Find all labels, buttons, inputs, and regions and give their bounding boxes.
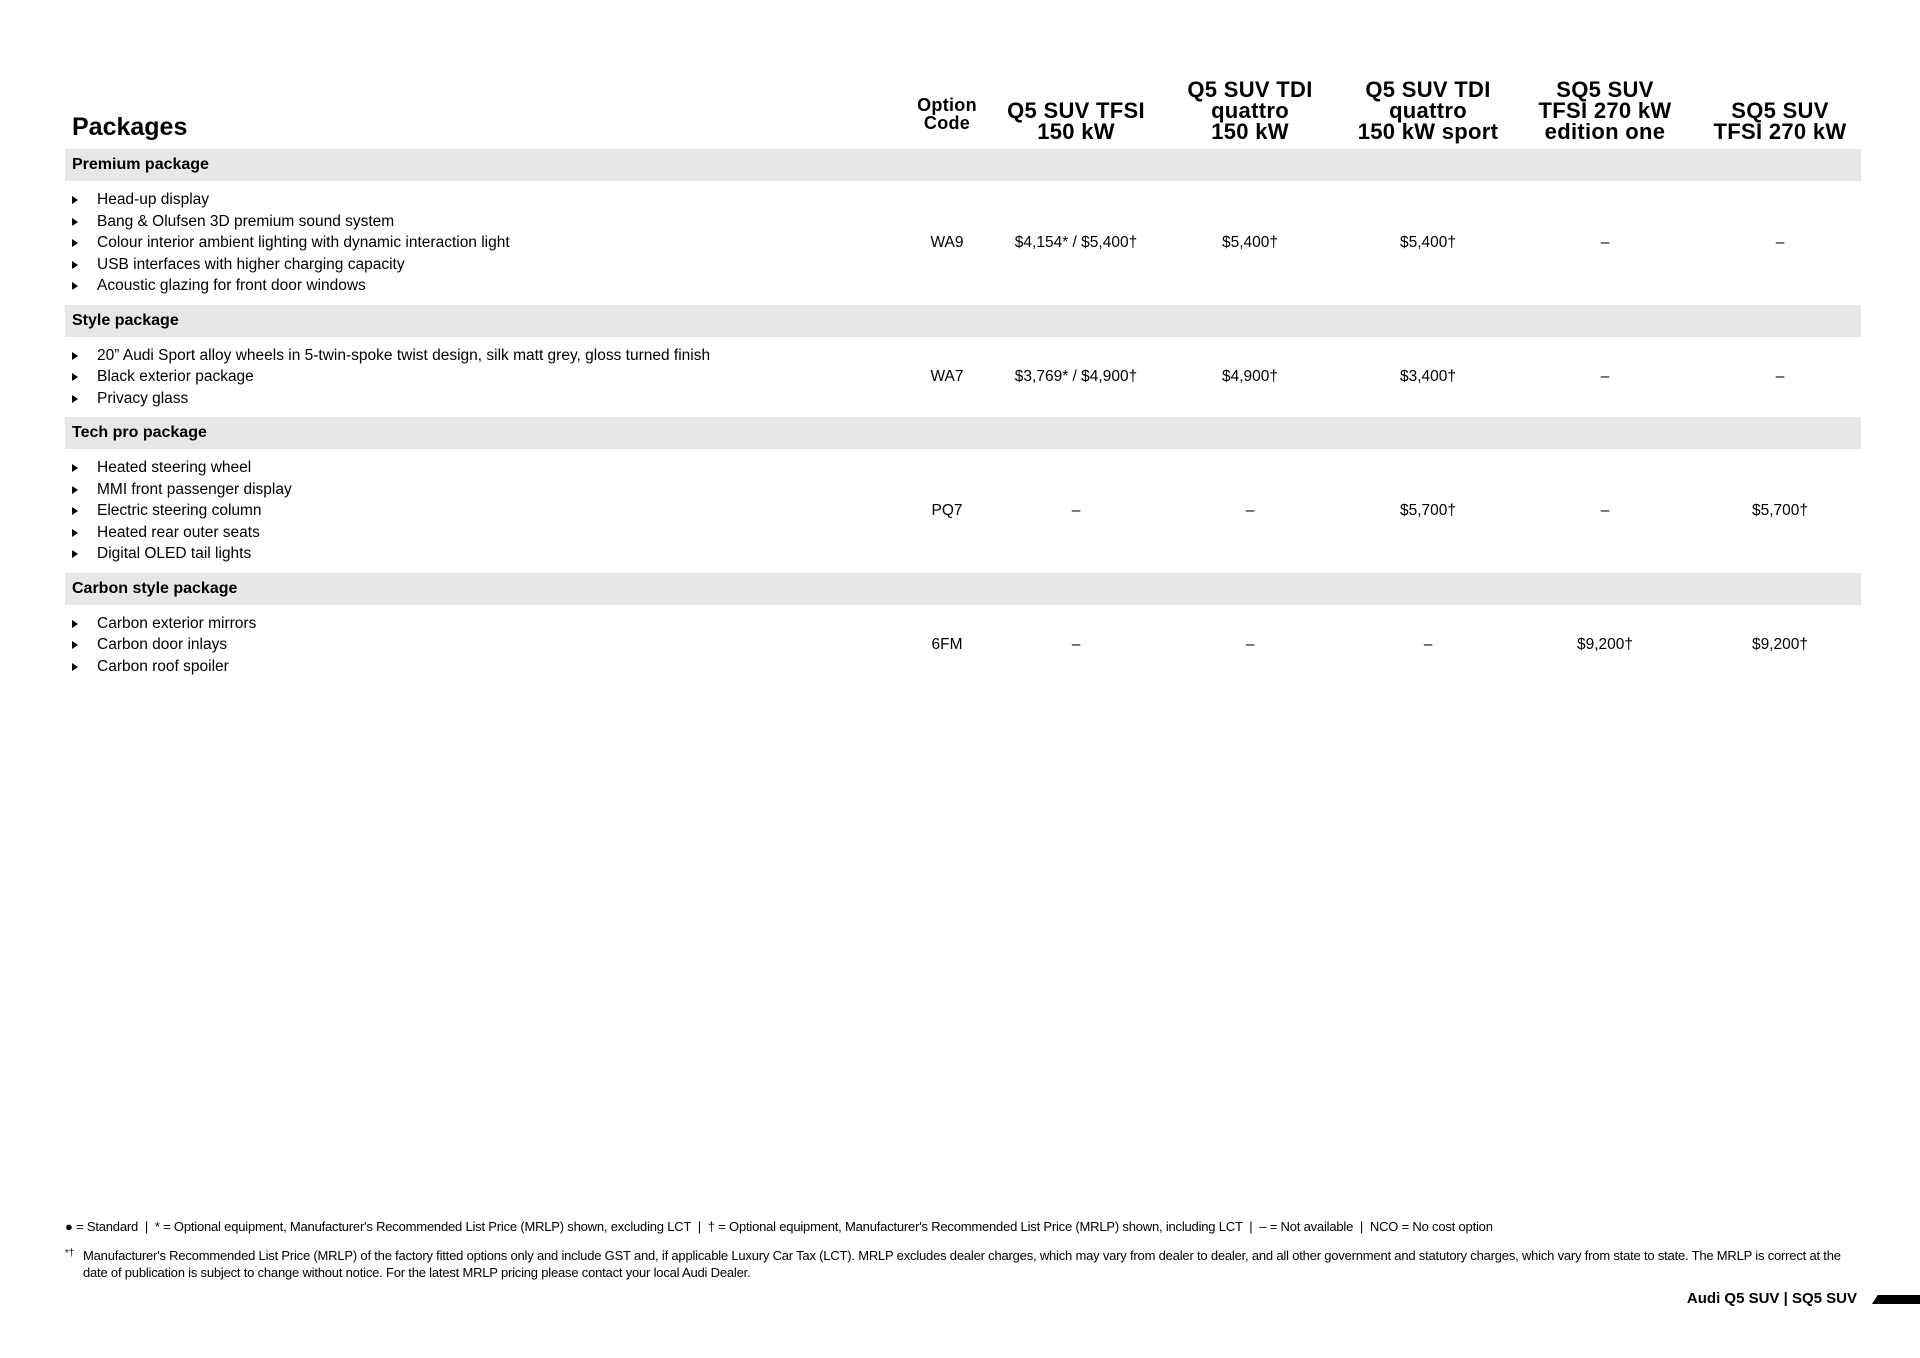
column-header	[1515, 79, 1695, 142]
price-cell: $4,900†	[1221, 367, 1279, 385]
list-item: Head-up display	[65, 189, 1861, 211]
list-item: Carbon roof spoiler	[65, 656, 1861, 678]
option-code: 6FM	[931, 635, 963, 653]
price-cell: –	[1775, 233, 1785, 251]
package-section-header: Tech pro package	[65, 417, 1861, 449]
column-header-line: TFSI 270 kW	[1713, 119, 1847, 144]
package-section-header: Style package	[65, 305, 1861, 337]
column-header-line: quattro	[1389, 98, 1467, 123]
column-header	[1690, 100, 1870, 142]
packages-table	[65, 149, 1861, 685]
footnote-mark: *†	[65, 1248, 75, 1259]
column-header-line: Q5 SUV TDI	[1365, 77, 1491, 102]
price-cell: $5,400†	[1221, 233, 1279, 251]
list-item: Bang & Olufsen 3D premium sound system	[65, 211, 1861, 233]
column-header-line: Code	[923, 113, 971, 133]
table-header	[65, 70, 1861, 146]
column-header-line: 150 kW sport	[1357, 119, 1499, 144]
price-cell: $5,400†	[1399, 233, 1457, 251]
list-item: Heated rear outer seats	[65, 522, 1861, 544]
price-cell: $3,769* / $4,900†	[1014, 367, 1138, 385]
package-section-header: Carbon style package	[65, 573, 1861, 605]
price-cell: –	[1245, 501, 1255, 519]
column-header-line: quattro	[1211, 98, 1289, 123]
column-header-line: 150 kW	[1211, 119, 1289, 144]
list-item: Carbon door inlays	[65, 634, 1861, 656]
column-header-line: SQ5 SUV	[1731, 98, 1829, 123]
footnote	[65, 1247, 1855, 1281]
list-item: Heated steering wheel	[65, 457, 1861, 479]
column-header-line: TFSI 270 kW	[1538, 98, 1672, 123]
package-row	[65, 337, 1861, 418]
price-cell: –	[1423, 635, 1433, 653]
list-item: Acoustic glazing for front door windows	[65, 275, 1861, 297]
brand-footer: Audi Q5 SUV | SQ5 SUV	[1686, 1290, 1857, 1307]
column-header-line: edition one	[1544, 119, 1666, 144]
column-header	[1160, 79, 1340, 142]
list-item: Digital OLED tail lights	[65, 543, 1861, 565]
price-cell: –	[1071, 501, 1081, 519]
column-header-line: Q5 SUV TDI	[1187, 77, 1313, 102]
package-row	[65, 605, 1861, 686]
price-cell: –	[1600, 501, 1610, 519]
option-code: WA9	[930, 233, 964, 251]
legend: ● = Standard | * = Optional equipment, Manufacturer's Recommended List Price (MRLP) shown, excluding LCT | † = Optional equipment, Manufacturer's Recommended List Price (MRLP) shown, including LCT | – = Not available | NCO = No cost option	[65, 1219, 1493, 1234]
price-cell: –	[1600, 367, 1610, 385]
list-item: Carbon exterior mirrors	[65, 613, 1861, 635]
price-cell: $5,700†	[1399, 501, 1457, 519]
page-marker-bar	[1872, 1295, 1920, 1304]
column-header-line: 150 kW	[1037, 119, 1115, 144]
list-item: 20” Audi Sport alloy wheels in 5-twin-spoke twist design, silk matt grey, gloss turned finish	[65, 345, 1861, 367]
price-cell: $9,200†	[1576, 635, 1634, 653]
price-cell: –	[1245, 635, 1255, 653]
package-row	[65, 449, 1861, 573]
list-item: Colour interior ambient lighting with dynamic interaction light	[65, 232, 1861, 254]
list-item: Electric steering column	[65, 500, 1861, 522]
list-item: USB interfaces with higher charging capacity	[65, 254, 1861, 276]
package-section-header: Premium package	[65, 149, 1861, 181]
package-row	[65, 181, 1861, 305]
column-header	[986, 100, 1166, 142]
price-cell: $4,154* / $5,400†	[1014, 233, 1138, 251]
column-header-line: SQ5 SUV	[1556, 77, 1654, 102]
footnote-text: Manufacturer's Recommended List Price (MRLP) of the factory fitted options only and include GST and, if applicable Luxury Car Tax (LCT). MRLP excludes dealer charges, which may vary from dealer to dealer, and all other government and statutory charges, which vary from state to state. The MRLP is correct at the date of publication is subject to change without notice. For the latest MRLP pricing please contact your local Audi Dealer.	[83, 1248, 1841, 1280]
column-header	[1338, 79, 1518, 142]
price-cell: $3,400†	[1399, 367, 1457, 385]
price-cell: –	[1071, 635, 1081, 653]
column-header-line: Option	[917, 95, 977, 115]
list-item: Black exterior package	[65, 366, 1861, 388]
page-title: Packages	[72, 113, 188, 141]
list-item: Privacy glass	[65, 388, 1861, 410]
list-item: MMI front passenger display	[65, 479, 1861, 501]
price-cell: $5,700†	[1751, 501, 1809, 519]
option-code: PQ7	[931, 501, 963, 519]
option-code: WA7	[930, 367, 964, 385]
column-header-line: Q5 SUV TFSI	[1007, 98, 1145, 123]
price-cell: –	[1775, 367, 1785, 385]
price-cell: –	[1600, 233, 1610, 251]
price-cell: $9,200†	[1751, 635, 1809, 653]
